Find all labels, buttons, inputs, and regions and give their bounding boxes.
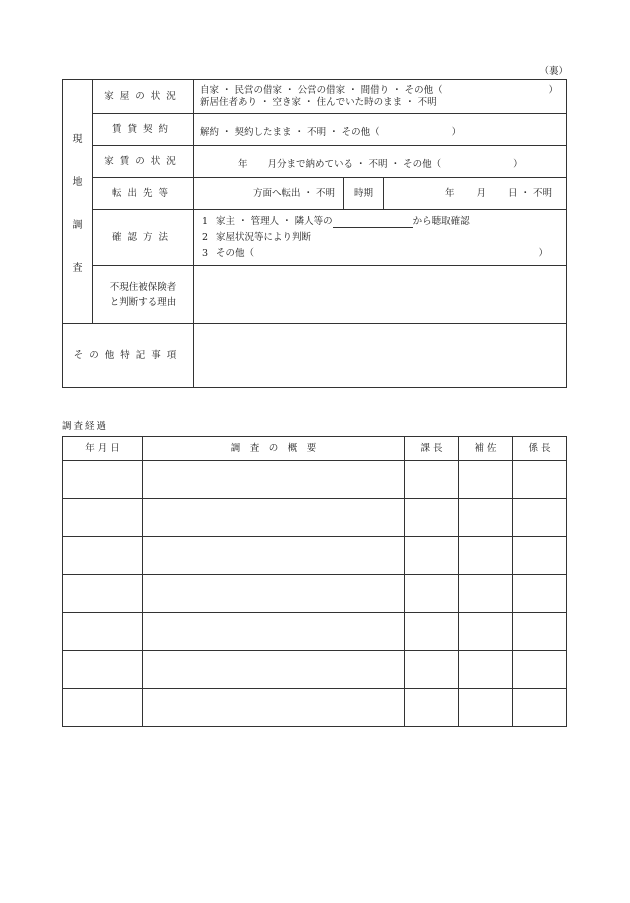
table-row xyxy=(63,651,567,689)
notes-label: その他特記事項 xyxy=(63,324,194,388)
moveout-period-label: 時期 xyxy=(344,178,384,210)
field-survey-table xyxy=(62,79,567,388)
summary-cell[interactable] xyxy=(143,575,405,613)
table-row xyxy=(63,613,567,651)
lease-label: 賃貸契約 xyxy=(93,114,194,146)
summary-cell[interactable] xyxy=(143,537,405,575)
assistant-stamp-cell[interactable] xyxy=(459,689,513,727)
moveout-date: 年 月 日 ・ 不明 xyxy=(384,178,567,210)
summary-cell[interactable] xyxy=(143,651,405,689)
summary-cell[interactable] xyxy=(143,689,405,727)
table-row xyxy=(63,689,567,727)
date-cell[interactable] xyxy=(63,499,143,537)
header-chief: 課 長 xyxy=(405,437,459,461)
reason-label: 不現住被保険者 と判断する理由 xyxy=(93,266,194,324)
staff-stamp-cell[interactable] xyxy=(513,461,567,499)
housing-status-close: ） xyxy=(548,84,559,96)
date-cell[interactable] xyxy=(63,575,143,613)
assistant-stamp-cell[interactable] xyxy=(459,461,513,499)
confirm-item-1: 1 家主 ・ 管理人 ・ 隣人等の から聴取確認 xyxy=(202,215,470,227)
assistant-stamp-cell[interactable] xyxy=(459,651,513,689)
page-marker: （裏） xyxy=(539,66,568,77)
reason-field[interactable] xyxy=(194,266,567,324)
summary-cell[interactable] xyxy=(143,499,405,537)
housing-status-line1: 自家 ・ 民営の借家 ・ 公営の借家 ・ 間借り ・ その他（ xyxy=(200,84,443,96)
chief-stamp-cell[interactable] xyxy=(405,499,459,537)
date-cell[interactable] xyxy=(63,461,143,499)
chief-stamp-cell[interactable] xyxy=(405,613,459,651)
progress-title: 調査経過 xyxy=(62,421,109,432)
chief-stamp-cell[interactable] xyxy=(405,461,459,499)
housing-status-options xyxy=(194,80,567,114)
assistant-stamp-cell[interactable] xyxy=(459,613,513,651)
progress-table xyxy=(62,436,567,727)
chief-stamp-cell[interactable] xyxy=(405,651,459,689)
moveout-direction: 方面へ転出 ・ 不明 xyxy=(194,178,344,210)
staff-stamp-cell[interactable] xyxy=(513,575,567,613)
lease-options: 解約 ・ 契約したまま ・ 不明 ・ その他（ ） xyxy=(194,114,567,146)
housing-status-line2: 新居住者あり ・ 空き家 ・ 住んでいた時のまま ・ 不明 xyxy=(200,96,437,108)
date-cell[interactable] xyxy=(63,537,143,575)
date-cell[interactable] xyxy=(63,651,143,689)
header-staff: 係 長 xyxy=(513,437,567,461)
rent-status-label: 家賃の状況 xyxy=(93,146,194,178)
notes-field[interactable] xyxy=(194,324,567,388)
staff-stamp-cell[interactable] xyxy=(513,689,567,727)
header-summary: 調 査 の 概 要 xyxy=(143,437,405,461)
rent-status-options: 年 月分まで納めている ・ 不明 ・ その他（ ） xyxy=(194,146,567,178)
table-row xyxy=(63,499,567,537)
housing-status-label: 家屋の状況 xyxy=(93,80,194,114)
staff-stamp-cell[interactable] xyxy=(513,499,567,537)
confirm-method-label: 確認方法 xyxy=(93,210,194,266)
confirm-item-3: 3 その他（ ） xyxy=(202,247,549,259)
field-survey-side-label: 現 地 調 査 xyxy=(63,80,93,324)
summary-cell[interactable] xyxy=(143,613,405,651)
confirm-method-options xyxy=(194,210,567,266)
date-cell[interactable] xyxy=(63,613,143,651)
assistant-stamp-cell[interactable] xyxy=(459,499,513,537)
table-row xyxy=(63,537,567,575)
chief-stamp-cell[interactable] xyxy=(405,575,459,613)
assistant-stamp-cell[interactable] xyxy=(459,575,513,613)
table-row xyxy=(63,461,567,499)
progress-header-row xyxy=(63,437,567,461)
staff-stamp-cell[interactable] xyxy=(513,651,567,689)
chief-stamp-cell[interactable] xyxy=(405,537,459,575)
confirm-item-2: 2 家屋状況等により判断 xyxy=(202,231,312,243)
header-date: 年 月 日 xyxy=(63,437,143,461)
summary-cell[interactable] xyxy=(143,461,405,499)
moveout-label: 転出先等 xyxy=(93,178,194,210)
chief-stamp-cell[interactable] xyxy=(405,689,459,727)
staff-stamp-cell[interactable] xyxy=(513,537,567,575)
date-cell[interactable] xyxy=(63,689,143,727)
header-assistant: 補 佐 xyxy=(459,437,513,461)
assistant-stamp-cell[interactable] xyxy=(459,537,513,575)
table-row xyxy=(63,575,567,613)
staff-stamp-cell[interactable] xyxy=(513,613,567,651)
